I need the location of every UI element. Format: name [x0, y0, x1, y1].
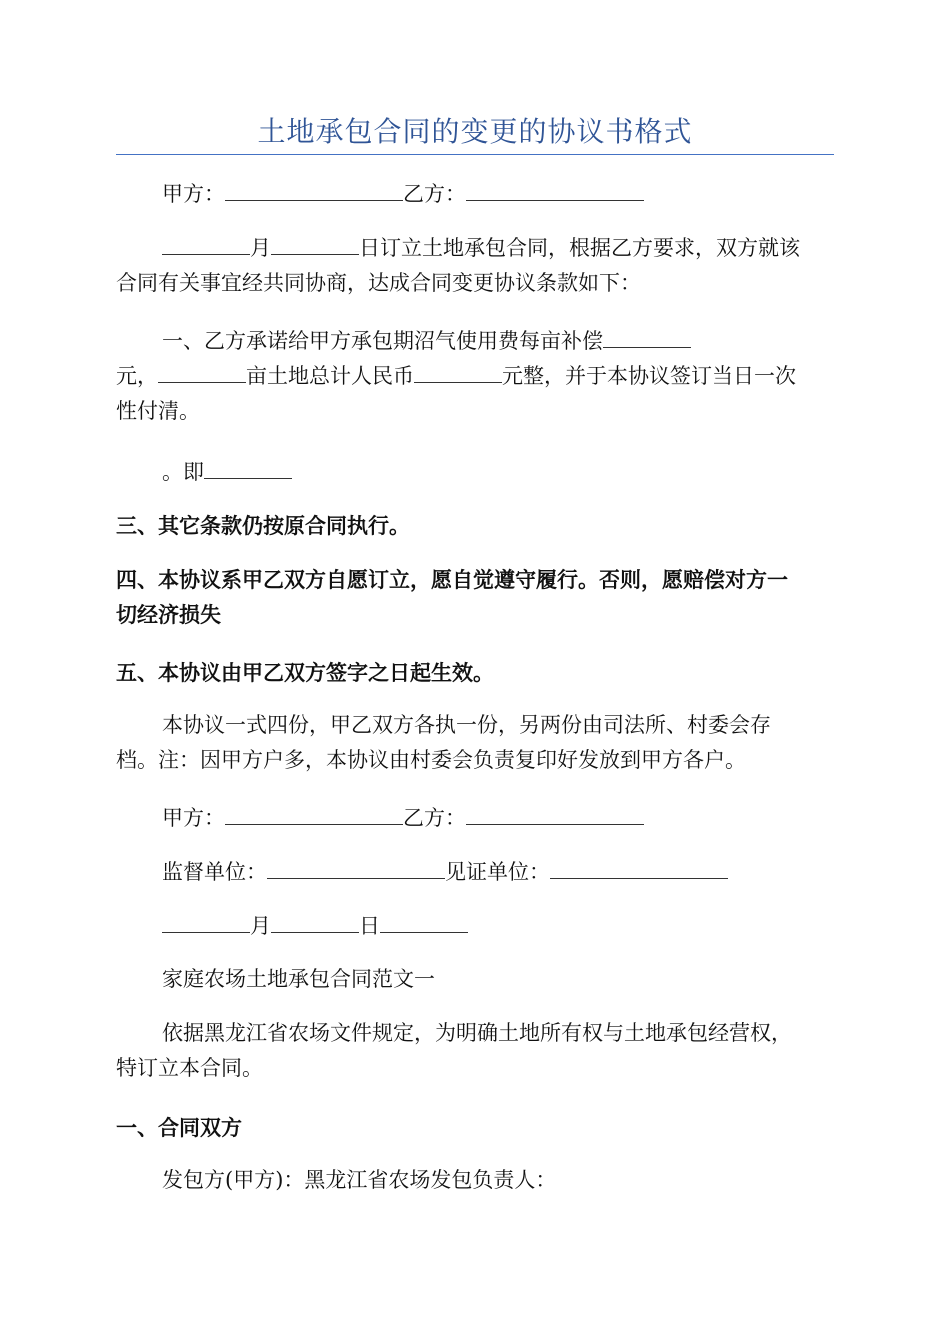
- copies-line-2: 档。注：因甲方户多，本协议由村委会负责复印好发放到甲方各户。: [116, 748, 746, 772]
- document-title: 土地承包合同的变更的协议书格式: [257, 115, 693, 148]
- witness-label: 见证单位：: [445, 860, 550, 884]
- sample-intro: [116, 1016, 834, 1086]
- supervisor-blank: [267, 856, 445, 879]
- sample-intro-line-1: 依据黑龙江省农场文件规定，为明确土地所有权与土地承包经营权，: [162, 1021, 792, 1045]
- clause-4-line-2: 切经济损失: [116, 602, 221, 627]
- date-month-label: 月: [250, 914, 271, 938]
- supervision-line: [116, 855, 834, 890]
- party-a-sign-blank: [225, 802, 403, 825]
- section-1-heading: 一、合同双方: [116, 1115, 242, 1140]
- month-blank: [271, 232, 359, 255]
- clause-4: [116, 562, 834, 632]
- month-label: 月: [250, 236, 271, 260]
- sample-intro-line-2: 特订立本合同。: [116, 1056, 263, 1080]
- party-line-top: [116, 177, 834, 212]
- party-b-blank: [466, 178, 644, 201]
- copies-paragraph: [116, 708, 834, 778]
- date-day-label: 日: [359, 914, 380, 938]
- intro-line-2: 合同有关事宜经共同协商，达成合同变更协议条款如下：: [116, 271, 641, 295]
- clause-3: 三、其它条款仍按原合同执行。: [116, 513, 410, 538]
- clause-4-line-1: 四、本协议系甲乙双方自愿订立，愿自觉遵守履行。否则，愿赔偿对方一: [116, 567, 788, 592]
- party-b-sign-label: 乙方：: [403, 806, 466, 830]
- clause-1-yuan: 元，: [116, 364, 158, 388]
- supervisor-label: 监督单位：: [162, 860, 267, 884]
- year-blank: [162, 232, 250, 255]
- clause-2-text: 。即: [162, 460, 204, 484]
- clause-1: [116, 324, 834, 429]
- clause-2: [116, 455, 834, 490]
- party-b-sign-blank: [466, 802, 644, 825]
- clause-5: 五、本协议由甲乙双方签字之日起生效。: [116, 660, 494, 685]
- witness-blank: [550, 856, 728, 879]
- date-year-blank: [162, 910, 250, 933]
- compensation-blank: [603, 325, 691, 348]
- intro-line-1: 日订立土地承包合同，根据乙方要求，双方就该: [359, 236, 800, 260]
- party-a-label: 甲方：: [162, 182, 225, 206]
- clause-2-blank: [204, 456, 292, 479]
- date-month-blank: [271, 910, 359, 933]
- date-day-blank: [380, 910, 468, 933]
- clause-1-line-3: 性付清。: [116, 399, 200, 423]
- party-a-sign-label: 甲方：: [162, 806, 225, 830]
- date-line: [116, 909, 834, 944]
- acreage-blank: [158, 360, 246, 383]
- clause-1-line-2-tail: 元整，并于本协议签订当日一次: [502, 364, 796, 388]
- clause-1-line-1: 一、乙方承诺给甲方承包期沼气使用费每亩补偿: [162, 329, 603, 353]
- total-amount-blank: [414, 360, 502, 383]
- title-underline: [116, 154, 834, 155]
- contractor-line: 发包方(甲方)：黑龙江省农场发包负责人：: [162, 1168, 557, 1192]
- party-b-label: 乙方：: [403, 182, 466, 206]
- party-signature-line: [116, 801, 834, 836]
- sample-heading: 家庭农场土地承包合同范文一: [162, 967, 435, 991]
- intro-paragraph: [116, 231, 834, 301]
- party-a-blank: [225, 178, 403, 201]
- copies-line-1: 本协议一式四份，甲乙双方各执一份，另两份由司法所、村委会存: [162, 713, 771, 737]
- clause-1-total-label: 亩土地总计人民币: [246, 364, 414, 388]
